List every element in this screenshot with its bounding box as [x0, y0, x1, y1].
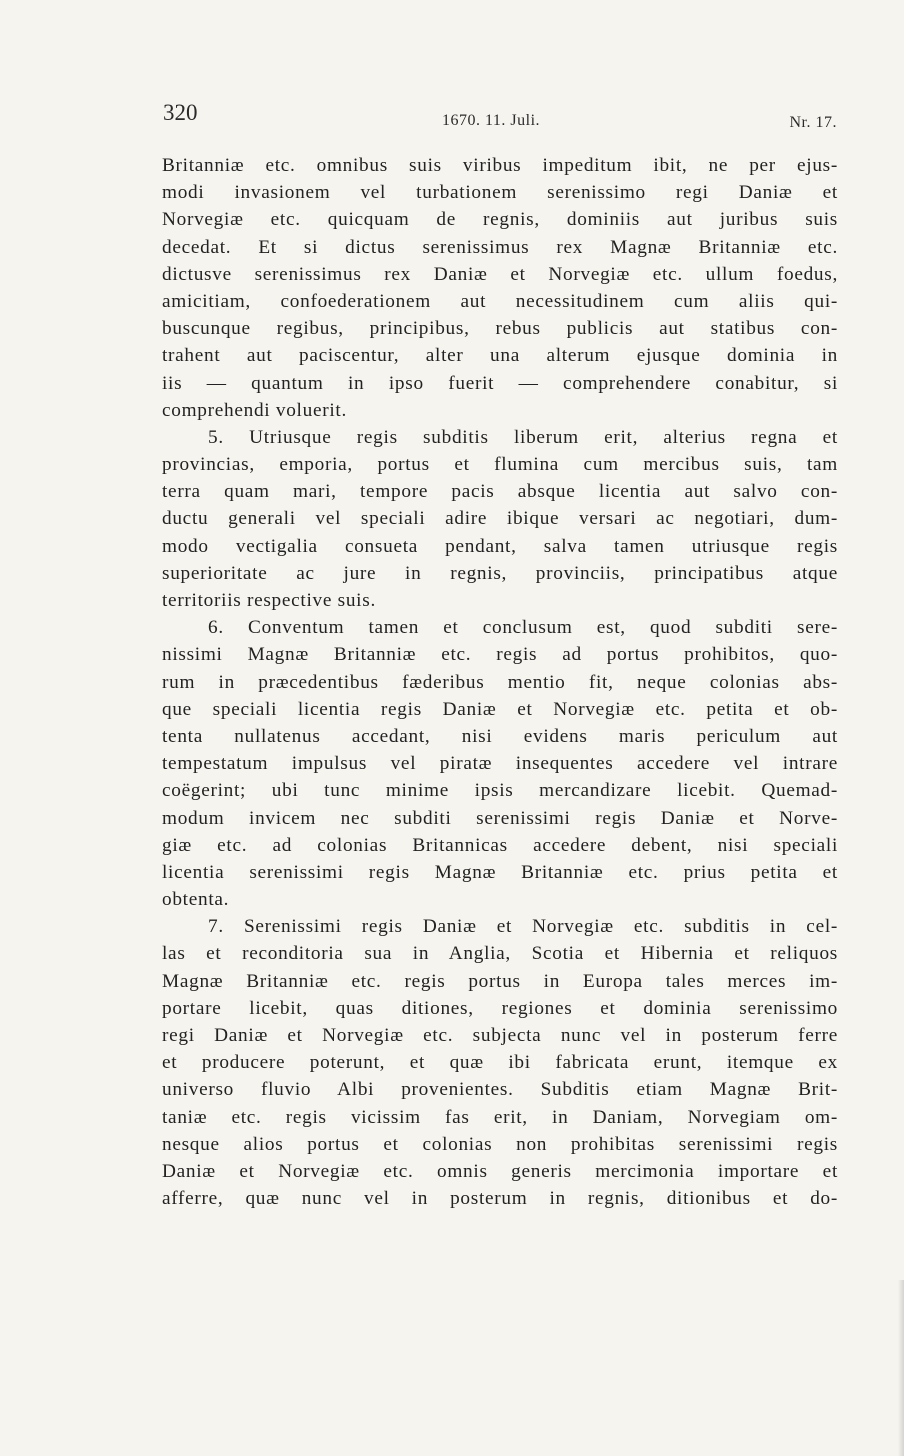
text-line: coëgerint; ubi tunc minime ipsis mercandizare licebit. Quemad- — [162, 780, 838, 802]
text-line: dictusve serenissimus rex Daniæ et Norvegiæ etc. ullum foedus, — [162, 263, 838, 285]
text-line: buscunque regibus, principibus, rebus publicis aut statibus con- — [162, 318, 838, 340]
page-edge-shadow — [898, 1280, 904, 1456]
text-line: taniæ etc. regis vicissim fas erit, in Daniam, Norvegiam om- — [162, 1106, 838, 1128]
text-line: decedat. Et si dictus serenissimus rex Magnæ Britanniæ etc. — [162, 236, 838, 258]
text-line: que speciali licentia regis Daniæ et Norvegiæ etc. petita et ob- — [162, 698, 838, 720]
text-line: afferre, quæ nunc vel in posterum in regnis, ditionibus et do- — [162, 1188, 838, 1210]
page-number: 320 — [163, 100, 198, 125]
text-line: licentia serenissimi regis Magnæ Britanniæ etc. prius petita et — [162, 861, 838, 883]
text-line: amicitiam, confoederationem aut necessitudinem cum aliis qui- — [162, 290, 838, 312]
section-6-start: 6. Conventum tamen et conclusum est, quod subditi sere- — [208, 617, 838, 639]
text-line: modum invicem nec subditi serenissimi regis Daniæ et Norve- — [162, 807, 838, 829]
text-line: Norvegiæ etc. quicquam de regnis, dominiis aut juribus suis — [162, 209, 838, 231]
text-line: terra quam mari, tempore pacis absque licentia aut salvo con- — [162, 481, 838, 503]
text-line: tempestatum impulsus vel piratæ insequentes accedere vel intrare — [162, 753, 838, 775]
section-7-start: 7. Serenissimi regis Daniæ et Norvegiæ etc. subditis in cel- — [208, 916, 838, 938]
text-line: nissimi Magnæ Britanniæ etc. regis ad portus prohibitos, quo- — [162, 644, 838, 666]
text-line: rum in præcedentibus fæderibus mentio fit, neque colonias abs- — [162, 671, 838, 693]
text-line: territoriis respective suis. — [162, 590, 376, 611]
text-line: obtenta. — [162, 889, 230, 911]
page-header — [163, 100, 839, 136]
text-line: las et reconditoria sua in Anglia, Scotia et Hibernia et reliquos — [162, 943, 838, 965]
body-text — [162, 152, 838, 1212]
text-line: Daniæ et Norvegiæ etc. omnis generis mercimonia importare et — [162, 1160, 838, 1182]
text-line: et producere poterunt, et quæ ibi fabricata erunt, itemque ex — [162, 1052, 838, 1074]
text-line: giæ etc. ad colonias Britannicas accedere debent, nisi speciali — [162, 834, 838, 856]
text-line: trahent aut paciscentur, alter una alterum ejusque dominia in — [162, 345, 838, 367]
document-number: Nr. 17. — [789, 114, 837, 131]
text-line: portare licebit, quas ditiones, regiones et dominia serenissimo — [162, 997, 838, 1019]
text-line: modo vectigalia consueta pendant, salva tamen utriusque regis — [162, 535, 838, 557]
text-line: ductu generali vel speciali adire ibique versari ac negotiari, dum- — [162, 508, 838, 530]
text-line: iis — quantum in ipso fuerit — comprehendere conabitur, si — [162, 372, 838, 394]
running-head-date: 1670. 11. Juli. — [442, 112, 541, 129]
text-line: nesque alios portus et colonias non prohibitas serenissimi regis — [162, 1133, 838, 1155]
section-5-start: 5. Utriusque regis subditis liberum erit, alterius regna et — [208, 426, 838, 448]
text-line: superioritate ac jure in regnis, provinciis, principatibus atque — [162, 562, 838, 584]
text-line: comprehendi voluerit. — [162, 399, 347, 421]
text-line: tenta nullatenus accedant, nisi evidens maris periculum aut — [162, 725, 838, 747]
text-line: provincias, emporia, portus et flumina cum mercibus suis, tam — [162, 454, 838, 476]
text-line: regi Daniæ et Norvegiæ etc. subjecta nunc vel in posterum ferre — [162, 1025, 838, 1046]
text-line: Britanniæ etc. omnibus suis viribus impeditum ibit, ne per ejus- — [162, 155, 838, 176]
text-line: Magnæ Britanniæ etc. regis portus in Europa tales merces im- — [162, 970, 838, 992]
text-line: universo fluvio Albi provenientes. Subditis etiam Magnæ Brit- — [162, 1079, 838, 1101]
text-line: modi invasionem vel turbationem serenissimo regi Daniæ et — [162, 182, 838, 204]
